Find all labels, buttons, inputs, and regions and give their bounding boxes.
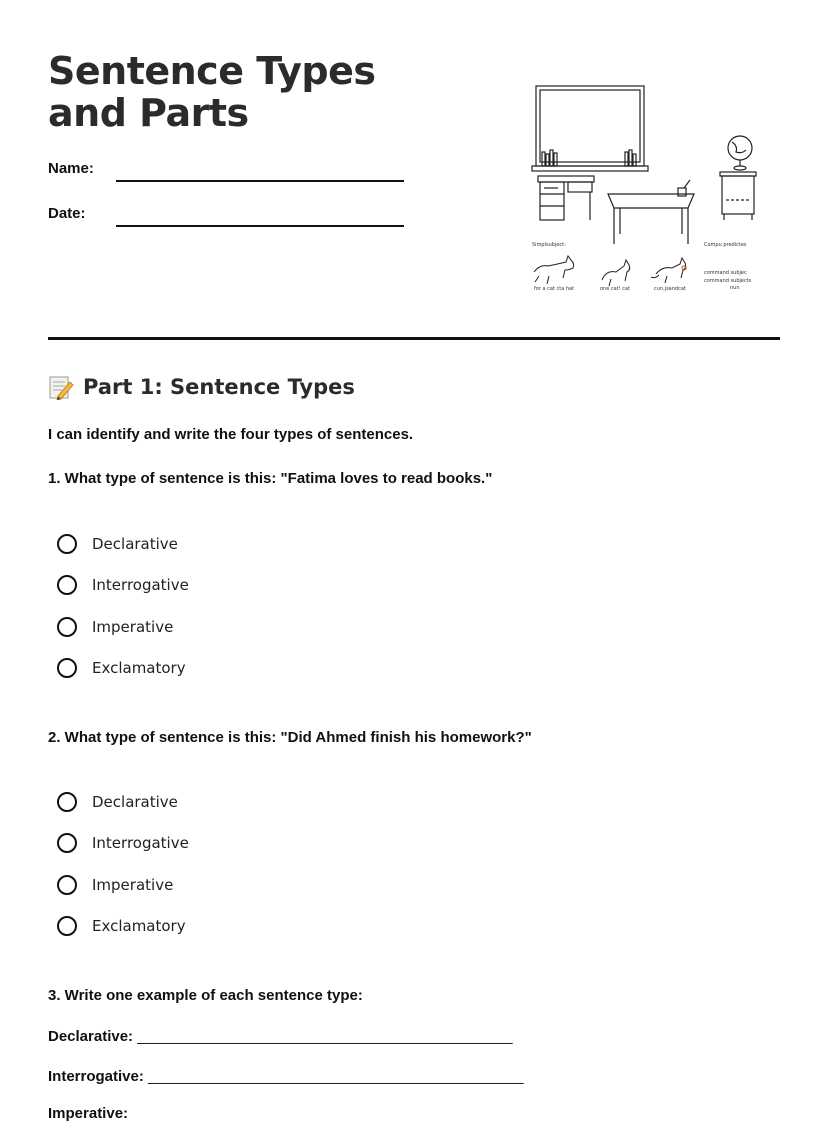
globe-drawing (720, 136, 756, 220)
label-simple-subject: Simplsubject: (532, 242, 566, 248)
table-drawing (608, 180, 694, 244)
date-label: Date: (48, 205, 86, 222)
part1-heading-text: Part 1: Sentence Types (83, 375, 355, 399)
declarative-label: Declarative: (48, 1028, 134, 1045)
worksheet-title: Sentence Types and Parts (48, 49, 376, 135)
memo-pencil-icon (48, 374, 74, 400)
name-input-line[interactable] (116, 180, 404, 182)
label-compound-predicates: Compu predictes (704, 242, 747, 248)
option-label: Declarative (92, 535, 178, 553)
q2-option-imperative[interactable] (57, 873, 173, 897)
name-label: Name: (48, 160, 94, 177)
option-label: Interrogative (92, 576, 189, 594)
q1-option-declarative[interactable] (57, 532, 178, 556)
chalkboard-drawing (532, 86, 648, 171)
part1-heading (48, 374, 355, 400)
imperative-label: Imperative: (48, 1105, 129, 1122)
option-label: Exclamatory (92, 917, 186, 935)
radio-button[interactable] (57, 534, 77, 554)
option-label: Exclamatory (92, 659, 186, 677)
learning-objective: I can identify and write the four types of sentences. (48, 426, 414, 443)
question-3-text: 3. Write one example of each sentence type: (48, 987, 363, 1004)
radio-button[interactable] (57, 575, 77, 595)
interrogative-label: Interrogative: (48, 1068, 144, 1085)
q1-option-exclamatory[interactable] (57, 656, 186, 680)
label-cat-3: cun,jsandcat (654, 286, 686, 292)
declarative-answer-row (48, 1028, 513, 1045)
date-field (48, 205, 86, 222)
q1-option-interrogative[interactable] (57, 573, 189, 597)
label-compound-subject-1: command subjec (704, 270, 747, 276)
radio-button[interactable] (57, 792, 77, 812)
classroom-illustration (528, 84, 760, 296)
question-2-text: 2. What type of sentence is this: "Did Ahmed finish his homework?" (48, 729, 532, 746)
interrogative-answer-line[interactable]: _____________________________________________ (148, 1068, 524, 1085)
radio-button[interactable] (57, 658, 77, 678)
label-compound-subject-2: command subjects (704, 278, 752, 284)
declarative-answer-line[interactable]: _____________________________________________ (137, 1028, 513, 1045)
imperative-answer-row (48, 1105, 128, 1122)
q2-option-exclamatory[interactable] (57, 914, 186, 938)
option-label: Declarative (92, 793, 178, 811)
q2-option-interrogative[interactable] (57, 831, 189, 855)
radio-button[interactable] (57, 875, 77, 895)
radio-button[interactable] (57, 617, 77, 637)
q2-option-declarative[interactable] (57, 790, 178, 814)
radio-button[interactable] (57, 916, 77, 936)
question-1-text: 1. What type of sentence is this: "Fatima loves to read books." (48, 470, 493, 487)
option-label: Imperative (92, 618, 174, 636)
option-label: Interrogative (92, 834, 189, 852)
radio-button[interactable] (57, 833, 77, 853)
label-cat-2: one cat! cat (600, 286, 631, 292)
name-field (48, 160, 94, 177)
label-compound-subject-3: nun (730, 285, 740, 291)
label-cat-1: for a cat cta hat (534, 286, 575, 292)
section-divider (48, 337, 780, 340)
desk-drawing (538, 176, 594, 220)
date-input-line[interactable] (116, 225, 404, 227)
option-label: Imperative (92, 876, 174, 894)
q1-option-imperative[interactable] (57, 615, 173, 639)
cat-drawings (534, 256, 686, 286)
interrogative-answer-row (48, 1068, 523, 1085)
